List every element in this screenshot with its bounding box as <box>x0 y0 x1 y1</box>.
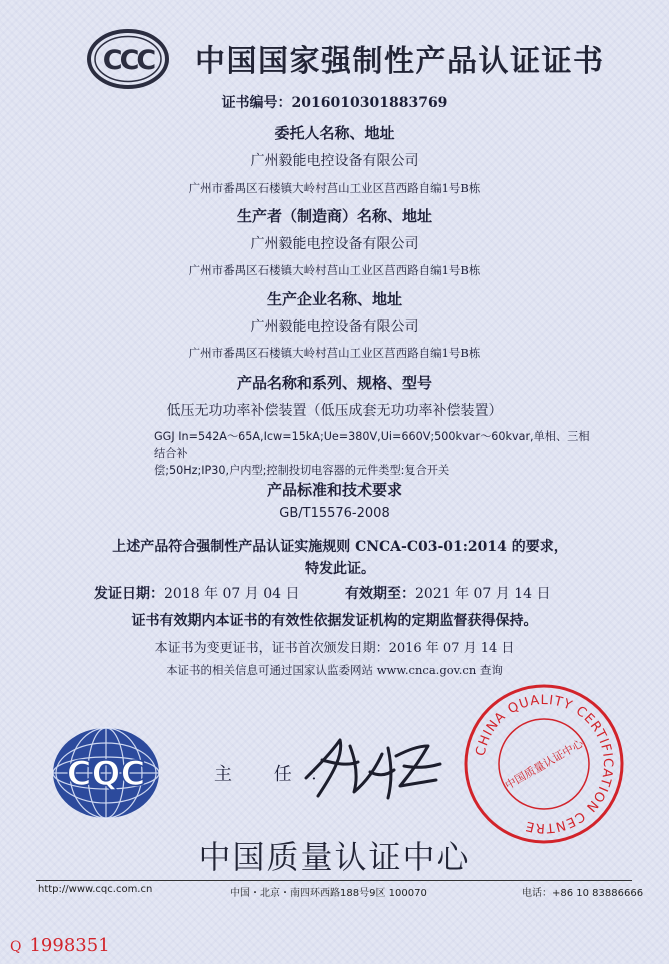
issue-date-value: 2018 年 07 月 04 日 <box>164 586 300 602</box>
cqc-logo-text: CQC <box>66 754 146 794</box>
product-spec <box>154 428 594 479</box>
standard-value: GB/T15576-2008 <box>279 506 390 521</box>
declaration-line-2: 特发此证。 <box>305 561 375 577</box>
director-signature <box>300 726 450 806</box>
issue-date-row <box>94 583 300 603</box>
certificate-title: 中国国家强制性产品认证证书 <box>195 44 605 79</box>
factory-address: 广州市番禺区石楼镇大岭村莒山工业区莒西路自编1号B栋 <box>188 346 481 360</box>
director-label: 主 任： <box>214 764 346 785</box>
standard-heading: 产品标准和技术要求 <box>266 481 402 499</box>
entrust-address: 广州市番禺区石楼镇大岭村莒山工业区莒西路自编1号B栋 <box>188 181 481 195</box>
factory-name: 广州毅能电控设备有限公司 <box>250 319 419 335</box>
declaration-line-1: 上述产品符合强制性产品认证实施规则 CNCA-C03-01:2014 的要求， <box>112 539 568 555</box>
change-note: 本证书为变更证书，证书首次颁发日期：2016 年 07 月 14 日 <box>154 641 515 656</box>
factory-heading: 生产企业名称、地址 <box>266 290 402 308</box>
entrust-name: 广州毅能电控设备有限公司 <box>250 153 419 169</box>
validity-note: 证书有效期内本证书的有效性依据发证机构的定期监督获得保持。 <box>131 613 538 629</box>
issue-date-label: 发证日期： <box>94 586 164 602</box>
serial-prefix: Q <box>10 939 22 955</box>
website-note: 本证书的相关信息可通过国家认监委网站 www.cnca.gov.cn 查询 <box>166 663 503 677</box>
issuing-center-name: 中国质量认证中心 <box>198 838 471 876</box>
seal-outer-text: CHINA QUALITY CERTIFICATION CENTRE <box>473 692 616 836</box>
ccc-logo-text: CCC <box>102 45 154 76</box>
ccc-logo <box>86 28 170 90</box>
footer-divider <box>36 880 632 881</box>
certificate-number: 证书编号：2016010301883769 <box>221 95 448 111</box>
serial-value: 1998351 <box>29 935 110 956</box>
declaration <box>100 536 580 580</box>
product-heading: 产品名称和系列、规格、型号 <box>236 374 432 392</box>
expiry-date-row <box>345 583 551 603</box>
footer-url[interactable]: http://www.cqc.com.cn <box>38 884 153 895</box>
producer-heading: 生产者（制造商）名称、地址 <box>236 207 432 225</box>
entrust-heading: 委托人名称、地址 <box>274 124 395 142</box>
footer-phone: 电话：+86 10 83886666 <box>522 888 644 899</box>
cqc-logo <box>50 725 162 821</box>
product-spec-line-1: GGJ In=542A～65A,Icw=15kA;Ue=380V,Ui=660V;500kvar～60kvar,单相、三相结合补 <box>154 430 590 460</box>
serial-number <box>10 935 110 956</box>
footer-address: 中国・北京・南四环西路188号9区 100070 <box>230 888 427 899</box>
product-spec-line-2: 偿;50Hz;IP30,户内型;控制投切电容器的元件类型:复合开关 <box>154 464 450 477</box>
expiry-date-label: 有效期至： <box>345 586 415 602</box>
seal-inner-text: 中国质量认证中心 <box>502 736 586 793</box>
producer-address: 广州市番禺区石楼镇大岭村莒山工业区莒西路自编1号B栋 <box>188 263 481 277</box>
producer-name: 广州毅能电控设备有限公司 <box>250 236 419 252</box>
product-name: 低压无功功率补偿装置（低压成套无功功率补偿装置） <box>166 403 503 419</box>
certification-seal <box>462 682 626 846</box>
expiry-date-value: 2021 年 07 月 14 日 <box>415 586 551 602</box>
